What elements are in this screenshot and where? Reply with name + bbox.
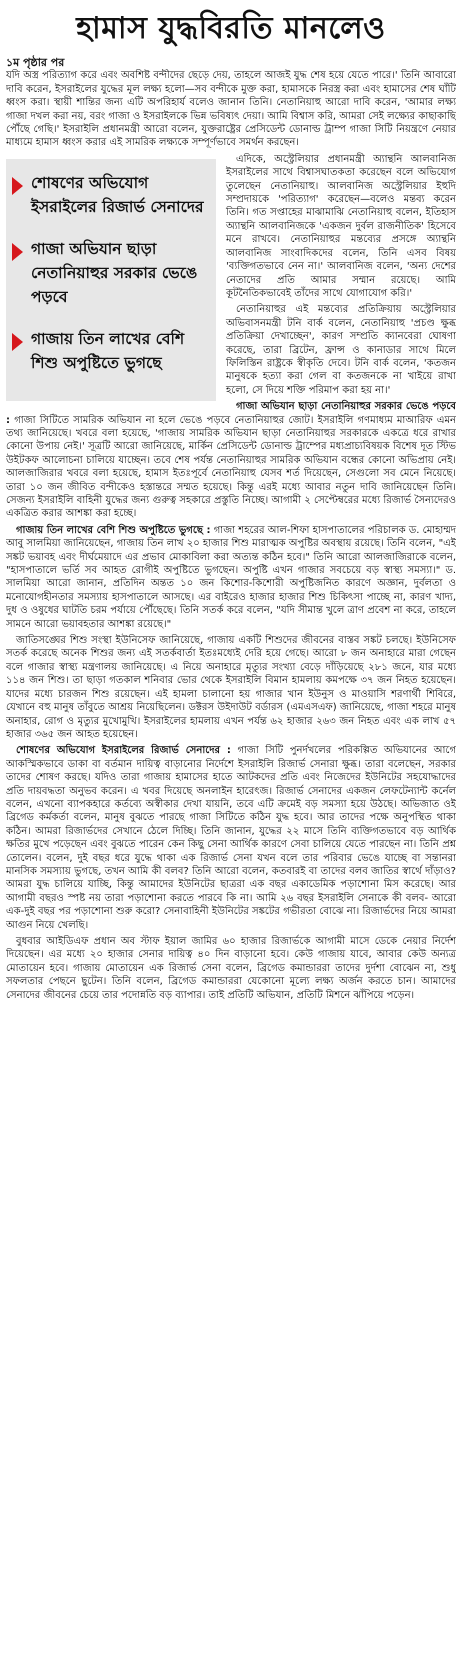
subheading: গাজায় তিন লাখের বেশি শিশু অপুষ্টিতে ভুগছে :	[16, 524, 211, 536]
paragraph	[6, 744, 456, 932]
paragraph: নেতানিয়াহুর এই মন্তব্যের প্রতিক্রিয়ায় অস্ট্রেলিয়ার অভিবাসনমন্ত্রী টনি বার্ক বলেন, নেতানিয়াহু 'প্রচণ্ড ক্ষুব্ধ প্রতিক্রিয়া দেখাচ্ছেন', কারণ সম্প্রতি ক্যানবেরা ঘোষণা করেছে, তারা ব্রিটেন, ফ্রান্স ও কানাডার সাথে মিলে ফিলিস্তিন রাষ্ট্রকে স্বীকৃতি দেবে। টনি বার্ক বলেন, 'কতজন মানুষকে হত্যা করা গেল বা কতজনকে না খাইয়ে রাখা হলো, সে দিয়ে শক্তি পরিমাপ করা হয় না।'	[226, 304, 456, 396]
pull-quote-text: গাজায় তিন লাখের বেশি শিশু অপুষ্টিতে ভুগছে	[31, 329, 185, 372]
arrow-icon	[12, 333, 23, 351]
pull-quote-text: গাজা অভিযান ছাড়া নেতানিয়াহুর সরকার ভেঙে পড়বে	[31, 239, 198, 306]
arrow-icon	[12, 243, 23, 261]
arrow-icon	[12, 177, 23, 195]
continued-from-label: ১ম পৃষ্ঠার পর	[6, 56, 65, 69]
paragraph	[6, 524, 456, 631]
pull-quote	[12, 237, 210, 309]
paragraph-text: গাজা শহরের আল-শিফা হাসপাতালের পরিচালক ড. মোহাম্মদ আবু সালমিয়া জানিয়েছেন, গাজায় তিন লাখ ২০ হাজার শিশু মারাত্মক অপুষ্টির অবস্থায় রয়েছে। তিনি বলেন, "এই সঙ্কট ভয়াবহ এবং দীর্ঘমেয়াদে এর প্রভাব মোকাবিলা করা অত্যন্ত কঠিন হবে।" তিনি আরো আলজাজিরাকে বলেন, "হাসপাতালে ভর্তি সব আহত রোগীই অপুষ্টিতে ভুগছেন। অপুষ্টি এখন গাজার সবচেয়ে বড় স্বাস্থ্য সমস্যা।" ড. সালমিয়া আরো জানান, প্রতিদিন অন্তত ১০ জন কিশোর-কিশোরী অপুষ্টিজনিত কারণে অজ্ঞান, দুর্বলতা ও মনোযোগহীনতার সমস্যায় হাসপাতালে আসছে। এর বাইরেও হাজার হাজার শিশু চিকিৎসা পাচ্ছে না, কারণ খাদ্য, দুধ ও ওষুধের ঘাটতি চরম পর্যায়ে পৌঁছেছে। তিনি সতর্ক করে বলেন, "যদি সীমান্ত খুলে ত্রাণ প্রবেশ না করে, তাহলে সামনে আরো ভয়াবহতার আশঙ্কা রয়েছে।"	[6, 524, 456, 630]
subheading: শোষণের অভিযোগ ইসরাইলের রিজার্ভ সেনাদের :	[16, 745, 231, 757]
pull-quote-box	[6, 159, 216, 401]
paragraph-text: গাজা সিটি পুনর্দখলের পরিকল্পিত অভিযানের আগে আকস্মিকভাবে ডাকা বা বর্তমান দায়িত্ব বাড়ানোর নির্দেশে ইসরাইলি রিজার্ভ সেনারা ক্ষুব্ধ। তারা বলেছেন, সরকার তাদের শোষণ করছে। যদিও তারা গাজায় হামাসের হাতে আটকদের প্রতি এবং নিজেদের ইউনিটের সহযোদ্ধাদের প্রতি দায়বদ্ধতা অনুভব করেন। এ খবর দিয়েছে অনলাইন হারেৎজ। রিজার্ভ সেনাদের একজন লেফটেন্যান্ট কর্নেল বলেন, এখনো ব্যাপকহারে কর্তব্যে অস্বীকার দেখা যায়নি, তবে এটি ক্রমেই বড় সমস্যা হয়ে উঠছে। অভিজাত ওই ব্রিগেড কর্মকর্তা বলেন, মানুষ বুঝতে পারছে গাজা সিটিতে কঠিন যুদ্ধ হবে। আর তাদের পক্ষে অনুপস্থিত থাকা কঠিন। আমরা রিজার্ভদের সেখানে ঠেলে দিচ্ছি। তিনি জানান, যুদ্ধের ২২ মাসে তিনি ব্যক্তিগতভাবে বড় আর্থিক ক্ষতির মুখে পড়েছেন এবং বুঝতে পারেন কেন কিছু সেনা আর্থিক কারণে সেবা চালিয়ে যেতে পারছেন না। তিনি প্রশ্ন তোলেন। বলেন, দুই বছর ধরে যুদ্ধে থাকা এক রিজার্ভ সেনা যখন বলে তার পরিবার ভেঙে যাচ্ছে বা সন্তানরা মানসিক সমস্যায় ভুগছে, তখন আমি কী বলব? তিনি আরো বলেন, কতবারই বা তাদের বলব জাতির স্বার্থে দাঁড়াও? আমরা যুদ্ধ চালিয়ে যাচ্ছি, কিন্তু আমাদের ইউনিটের ছাত্ররা এক বছর একাডেমিক পড়াশোনা মিস করেছে। আর আগামী বছরও স্পষ্ট নয় তারা পড়াশোনা করতে পারবে কি না। আমি ২৬ বছর ইসরাইলি সেনাকে কী বলব- আরো এক-দুই বছর পর পড়াশোনা শুরু করো? সেনাবাহিনী ইউনিটের সঙ্কটের গভীরতা বোঝে না। রিজার্ভদের নিয়ে আমরা আগুন নিয়ে খেলছি।	[6, 745, 456, 931]
paragraph	[6, 400, 456, 521]
paragraph-text: গাজা সিটিতে সামরিক অভিযান না হলে ভেঙে পড়বে নেতানিয়াহুর জোট। ইসরাইলি গণমাধ্যম মাআরিফ এমন তথ্য জানিয়েছে। খবরে বলা হয়েছে, 'গাজায় সামরিক অভিযান ছাড়া নেতানিয়াহুর সরকারকে একত্রে ধরে রাখার কোনো উপায় নেই।' সূত্রটি আরো জানিয়েছে, মার্কিন প্রেসিডেন্ট ডোনাল্ড ট্রাম্পের মধ্যপ্রাচ্যবিষয়ক বিশেষ দূত স্টিভ উইটকফ আলোচনা চালিয়ে যাচ্ছেন। তবে শেষ পর্যন্ত নেতানিয়াহুর সামরিক অভিযান বন্ধের কোনো অভিপ্রায় নেই। আলজাজিরার খবরে বলা হয়েছে, হামাস ইতঃপূর্বে নেতানিয়াহু যেসব শর্ত দিয়েছেন, সেগুলো সব মেনে নিয়েছে। তারা ১০ জন জীবিত বন্দীকেও হস্তান্তরে সম্মত হয়েছে। কিন্তু এরই মধ্যে আবার নতুন দাবি জানিয়েছেন তিনি। সেজন্য ইসরাইলি বাহিনী যুদ্ধের জন্য গুরুত্ব সহকারে প্রস্তুতি নিচ্ছে। আগামী ২ সেপ্টেম্বরের মধ্যে রিজার্ভ সৈন্যদেরও একত্রিত করার আশঙ্কা করা হচ্ছে।	[6, 414, 456, 520]
pull-quote	[12, 327, 210, 375]
pull-quote	[12, 171, 210, 219]
paragraph: বুধবার আইডিএফ প্রধান অব স্টাফ ইয়াল জামির ৬০ হাজার রিজার্ভকে আগামী মাসে ডেকে নেয়ার নির্দেশ দিয়েছেন। এর মধ্যে ২০ হাজার সেনার দায়িত্ব ৪০ দিন বাড়ানো হবে। কেউ গাজায় যাবে, আবার কেউ অন্যত্র মোতায়েন হবে। গাজায় মোতায়েন এক রিজার্ভ সেনা বলেন, ব্রিগেড কমান্ডাররা তাদের দুর্দশা বোঝেন না, শুধু সফলতার পেছনে ছুটেন। তিনি বলেন, ব্রিগেড কমান্ডাররা যেকোনো মূল্যে লক্ষ্য অর্জন করতে চান। আমাদের সেনাদের জীবনের চেয়ে তার পদোন্নতি বড় ব্যাপার। তাই প্রতিটি অভিযান, প্রতিটি মিশনে ঝাঁপিয়ে পড়েন।	[6, 936, 456, 1001]
article-body	[6, 69, 456, 1005]
headline: হামাস যুদ্ধবিরতি মানলেও	[76, 11, 386, 46]
paragraph: জাতিসঙ্ঘের শিশু সংস্থা ইউনিসেফ জানিয়েছে, গাজায় একটি শিশুদের জীবনের বাস্তব সঙ্কট চলছে। ইউনিসেফ সতর্ক করেছে অনেক শিশুর জন্য এই সতর্কবার্তা ইতঃমধ্যেই দেরি হয়ে গেছে। আরো ৮ জন অনাহারে মারা গেছেন বলে গাজার স্বাস্থ্য মন্ত্রণালয় জানিয়েছে। এ নিয়ে অনাহারে মৃত্যুর সংখ্যা বেড়ে দাঁড়িয়েছে ২৮১ জনে, যার মধ্যে ১১৪ জন শিশু। তা ছাড়া গতকাল শনিবার ভোর থেকে ইসরাইলি বিমান হামলায় কমপক্ষে ৩৭ জন নিহত হয়েছেন। যাদের মধ্যে চারজন শিশু রয়েছেন। এই হামলা চালানো হয় গাজার খান ইউনুস ও মাওয়াসি শরণার্থী শিবিরে, যেখানে বহু মানুষ তাঁবুতে আশ্রয় নিয়েছিলেন। ডক্টরস উইদাউট বর্ডারস (এমএসএফ) জানিয়েছে, গাজা শহরে মানুষ অনাহার, রোগ ও মৃত্যুর মুখোমুখি। ইসরাইলের হামলায় এখন পর্যন্ত ৬২ হাজার ২৬৩ জন নিহত এবং এক লাখ ৫৭ হাজার ৩৬৫ জন আহত হয়েছেন।	[6, 635, 456, 740]
pull-quote-text: শোষণের অভিযোগ ইসরাইলের রিজার্ভ সেনাদের	[31, 173, 204, 216]
paragraph: যদি অস্ত্র পরিত্যাগ করে এবং অবশিষ্ট বন্দীদের ছেড়ে দেয়, তাহলে আজই যুদ্ধ শেষ হয়ে যেতে পারে।' তিনি আবারো দাবি করেন, ইসরাইলের যুদ্ধের মূল লক্ষ্য হলো—সব বন্দীকে মুক্ত করা, হামাসকে নিরস্ত্র করা এবং হামাসের শেষ ঘাঁটি ধ্বংস করা। স্থায়ী শান্তির জন্য এটি অপরিহার্য বলেও জানান তিনি। নেতানিয়াহু আরো দাবি করেন, 'আমার লক্ষ্য গাজা দখল করা নয়, বরং গাজা ও ইসরাইলকে ভিন্ন ভবিষ্যৎ দেয়া। আমি বিশ্বাস করি, আমরা সেই লক্ষ্যের কাছাকাছি পৌঁছে গেছি।' ইসরাইলি প্রধানমন্ত্রী আরো বলেন, যুক্তরাষ্ট্রের প্রেসিডেন্ট ডোনাল্ড ট্রাম্প গাজা সিটি নিয়ন্ত্রণে নেয়ার মাধ্যমে হামাস ধ্বংস করার এই সামরিক লক্ষ্যকে সম্পূর্ণভাবে সমর্থন করছেন।	[6, 70, 456, 149]
paragraph: এদিকে, অস্ট্রেলিয়ার প্রধানমন্ত্রী অ্যান্থনি আলবানিজ ইসরাইলের সাথে বিশ্বাসঘাতকতা করেছেন বলে অভিযোগ তুলেছেন নেতানিয়াহু। আলবানিজ অস্ট্রেলিয়ার ইহুদি সম্প্রদায়কে 'পরিত্যাগ' করেছেন—বলেও মন্তব্য করেন তিনি। গত সপ্তাহের মাঝামাঝি নেতানিয়াহু বলেন, ইতিহাস অ্যান্থনি আলবানিজকে 'একজন দুর্বল রাজনীতিক' হিসেবে মনে রাখবে। নেতানিয়াহুর মন্তব্যের প্রসঙ্গে অ্যান্থনি আলবানিজ সাংবাদিকদের বলেন, তিনি এসব বিষয় 'ব্যক্তিগতভাবে নেন না।' আলবানিজ বলেন, 'অন্য দেশের নেতাদের প্রতি আমার সম্মান রয়েছে। আমি কূটনৈতিকভাবেই তাঁদের সাথে যোগাযোগ করি।'	[226, 153, 456, 299]
subheading: গাজা অভিযান ছাড়া নেতানিয়াহুর সরকার ভেঙে পড়বে :	[6, 401, 456, 426]
